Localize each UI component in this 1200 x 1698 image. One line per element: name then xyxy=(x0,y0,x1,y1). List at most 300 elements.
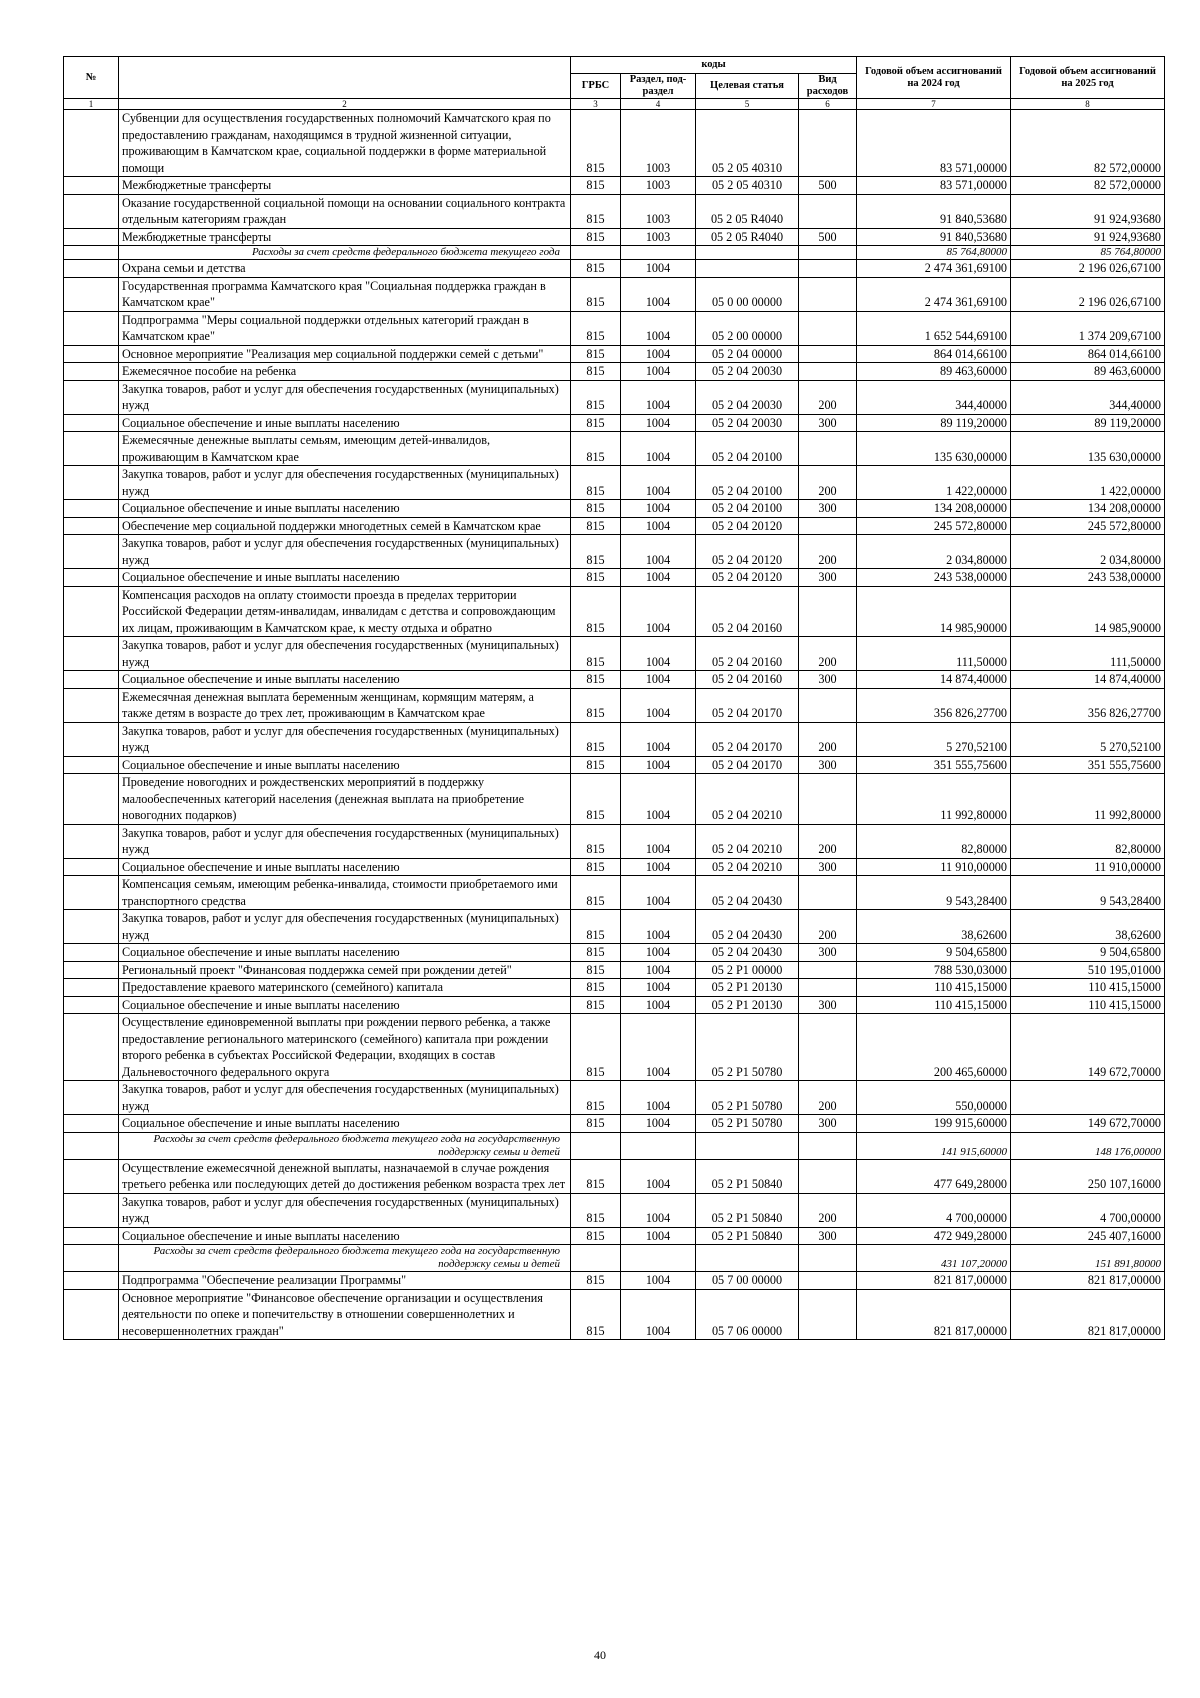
table-row xyxy=(64,1081,1165,1115)
row-number-cell xyxy=(64,535,119,569)
row-kind-cell xyxy=(799,1014,857,1081)
row-number-cell xyxy=(64,722,119,756)
row-amount-2024-cell: 472 949,28000 xyxy=(857,1227,1011,1245)
header-num: № xyxy=(64,57,119,99)
row-grbs-cell xyxy=(571,246,621,260)
table-row xyxy=(64,466,1165,500)
row-grbs-cell: 815 xyxy=(571,517,621,535)
row-section-cell: 1004 xyxy=(621,756,696,774)
row-grbs-cell: 815 xyxy=(571,876,621,910)
row-kind-cell xyxy=(799,1272,857,1290)
row-section-cell: 1004 xyxy=(621,1289,696,1340)
row-amount-2024-cell: 11 992,80000 xyxy=(857,774,1011,825)
row-number-cell xyxy=(64,1081,119,1115)
row-amount-2024-cell: 11 910,00000 xyxy=(857,858,1011,876)
row-target-cell: 05 2 P1 50840 xyxy=(696,1227,799,1245)
row-grbs-cell: 815 xyxy=(571,466,621,500)
row-grbs-cell: 815 xyxy=(571,1081,621,1115)
row-target-cell: 05 2 04 20430 xyxy=(696,876,799,910)
row-grbs-cell: 815 xyxy=(571,1272,621,1290)
row-name-cell: Основное мероприятие "Финансовое обеспечение организации и осуществления деятельности по опеке и попечительству в отношении совершеннолетних и несовершеннолетних граждан" xyxy=(119,1289,571,1340)
row-amount-2024-cell: 89 119,20000 xyxy=(857,414,1011,432)
row-target-cell: 05 2 04 20030 xyxy=(696,363,799,381)
row-kind-cell: 300 xyxy=(799,414,857,432)
row-kind-cell: 300 xyxy=(799,500,857,518)
row-number-cell xyxy=(64,363,119,381)
row-amount-2025-cell: 85 764,80000 xyxy=(1011,246,1165,260)
row-amount-2025-cell: 91 924,93680 xyxy=(1011,194,1165,228)
row-amount-2024-cell: 83 571,00000 xyxy=(857,177,1011,195)
row-number-cell xyxy=(64,774,119,825)
row-number-cell xyxy=(64,1245,119,1272)
row-kind-cell xyxy=(799,1289,857,1340)
table-row xyxy=(64,1193,1165,1227)
row-number-cell xyxy=(64,876,119,910)
table-row xyxy=(64,345,1165,363)
row-kind-cell: 200 xyxy=(799,824,857,858)
table-row xyxy=(64,910,1165,944)
row-number-cell xyxy=(64,177,119,195)
row-amount-2025-cell: 4 700,00000 xyxy=(1011,1193,1165,1227)
header-name xyxy=(119,57,571,99)
row-grbs-cell: 815 xyxy=(571,688,621,722)
row-grbs-cell xyxy=(571,1132,621,1159)
row-amount-2025-cell: 135 630,00000 xyxy=(1011,432,1165,466)
row-name-cell: Ежемесячные денежные выплаты семьям, имеющим детей-инвалидов, проживающим в Камчатском крае xyxy=(119,432,571,466)
row-number-cell xyxy=(64,979,119,997)
row-grbs-cell: 815 xyxy=(571,996,621,1014)
row-name-cell: Закупка товаров, работ и услуг для обеспечения государственных (муниципальных) нужд xyxy=(119,535,571,569)
row-section-cell: 1004 xyxy=(621,1115,696,1133)
row-kind-cell: 300 xyxy=(799,569,857,587)
row-number-cell xyxy=(64,246,119,260)
row-section-cell: 1004 xyxy=(621,363,696,381)
page-number: 40 xyxy=(594,1648,606,1662)
row-section-cell: 1003 xyxy=(621,228,696,246)
row-amount-2024-cell: 200 465,60000 xyxy=(857,1014,1011,1081)
row-grbs-cell: 815 xyxy=(571,637,621,671)
row-name-cell: Закупка товаров, работ и услуг для обеспечения государственных (муниципальных) нужд xyxy=(119,466,571,500)
row-kind-cell xyxy=(799,194,857,228)
row-target-cell: 05 2 P1 20130 xyxy=(696,996,799,1014)
row-name-cell: Субвенции для осуществления государственных полномочий Камчатского края по предоставлению гражданам, находящимся в трудной жизненной ситуации, проживающим в Камчатском крае, социальной поддержки в форме материальной помощи xyxy=(119,110,571,177)
row-amount-2024-cell: 477 649,28000 xyxy=(857,1159,1011,1193)
row-target-cell: 05 2 04 20160 xyxy=(696,586,799,637)
row-amount-2025-cell: 821 817,00000 xyxy=(1011,1272,1165,1290)
row-amount-2025-cell: 148 176,00000 xyxy=(1011,1132,1165,1159)
row-section-cell: 1004 xyxy=(621,466,696,500)
row-number-cell xyxy=(64,1132,119,1159)
row-grbs-cell: 815 xyxy=(571,722,621,756)
row-target-cell: 05 2 04 00000 xyxy=(696,345,799,363)
table-row xyxy=(64,569,1165,587)
row-kind-cell xyxy=(799,260,857,278)
row-amount-2025-cell: 9 543,28400 xyxy=(1011,876,1165,910)
col-number: 5 xyxy=(696,99,799,110)
row-amount-2024-cell: 85 764,80000 xyxy=(857,246,1011,260)
row-number-cell xyxy=(64,517,119,535)
row-grbs-cell: 815 xyxy=(571,569,621,587)
row-section-cell: 1004 xyxy=(621,277,696,311)
row-amount-2025-cell: 250 107,16000 xyxy=(1011,1159,1165,1193)
row-grbs-cell: 815 xyxy=(571,824,621,858)
row-section-cell: 1004 xyxy=(621,1014,696,1081)
row-name-cell: Закупка товаров, работ и услуг для обеспечения государственных (муниципальных) нужд xyxy=(119,637,571,671)
row-target-cell: 05 2 04 20210 xyxy=(696,858,799,876)
row-grbs-cell: 815 xyxy=(571,1227,621,1245)
row-amount-2024-cell: 9 543,28400 xyxy=(857,876,1011,910)
row-kind-cell xyxy=(799,311,857,345)
header-codes: коды xyxy=(571,57,857,74)
row-kind-cell xyxy=(799,517,857,535)
row-kind-cell: 200 xyxy=(799,637,857,671)
row-amount-2025-cell: 245 572,80000 xyxy=(1011,517,1165,535)
table-row xyxy=(64,1289,1165,1340)
row-name-cell: Охрана семьи и детства xyxy=(119,260,571,278)
row-kind-cell: 300 xyxy=(799,756,857,774)
row-number-cell xyxy=(64,858,119,876)
row-name-cell: Предоставление краевого материнского (семейного) капитала xyxy=(119,979,571,997)
row-amount-2024-cell: 2 474 361,69100 xyxy=(857,277,1011,311)
row-amount-2024-cell: 91 840,53680 xyxy=(857,194,1011,228)
row-amount-2025-cell: 82,80000 xyxy=(1011,824,1165,858)
row-section-cell: 1004 xyxy=(621,979,696,997)
row-amount-2025-cell: 351 555,75600 xyxy=(1011,756,1165,774)
row-section-cell: 1004 xyxy=(621,774,696,825)
row-target-cell: 05 0 00 00000 xyxy=(696,277,799,311)
row-kind-cell: 200 xyxy=(799,722,857,756)
table-row xyxy=(64,1115,1165,1133)
row-number-cell xyxy=(64,1289,119,1340)
row-target-cell: 05 2 04 20170 xyxy=(696,688,799,722)
header-vol-2024: Годовой объем ассигнований на 2024 год xyxy=(857,57,1011,99)
table-row xyxy=(64,824,1165,858)
row-amount-2024-cell: 141 915,60000 xyxy=(857,1132,1011,1159)
row-target-cell: 05 2 04 20170 xyxy=(696,756,799,774)
row-grbs-cell: 815 xyxy=(571,1014,621,1081)
row-kind-cell xyxy=(799,1245,857,1272)
row-target-cell: 05 2 04 20160 xyxy=(696,671,799,689)
row-target-cell: 05 2 05 R4040 xyxy=(696,228,799,246)
row-target-cell: 05 2 P1 50780 xyxy=(696,1014,799,1081)
row-name-cell: Социальное обеспечение и иные выплаты населению xyxy=(119,996,571,1014)
row-target-cell: 05 2 04 20100 xyxy=(696,500,799,518)
row-amount-2025-cell: 821 817,00000 xyxy=(1011,1289,1165,1340)
row-grbs-cell: 815 xyxy=(571,363,621,381)
row-kind-cell: 200 xyxy=(799,1081,857,1115)
row-kind-cell xyxy=(799,345,857,363)
row-name-cell: Осуществление единовременной выплаты при рождении первого ребенка, а также предоставление регионального материнского (семейного) капитала при рождении второго ребенка в субъектах Российской Федерации, входящих в состав Дальневосточного федерального округа xyxy=(119,1014,571,1081)
table-row xyxy=(64,517,1165,535)
table-row xyxy=(64,858,1165,876)
row-grbs-cell: 815 xyxy=(571,910,621,944)
row-target-cell: 05 2 P1 50780 xyxy=(696,1081,799,1115)
row-name-cell: Социальное обеспечение и иные выплаты населению xyxy=(119,1227,571,1245)
row-kind-cell xyxy=(799,110,857,177)
row-amount-2024-cell: 351 555,75600 xyxy=(857,756,1011,774)
row-number-cell xyxy=(64,345,119,363)
row-section-cell: 1004 xyxy=(621,1193,696,1227)
row-amount-2024-cell: 356 826,27700 xyxy=(857,688,1011,722)
row-kind-cell xyxy=(799,1159,857,1193)
row-kind-cell: 300 xyxy=(799,1227,857,1245)
row-kind-cell xyxy=(799,876,857,910)
row-grbs-cell: 815 xyxy=(571,1115,621,1133)
row-grbs-cell: 815 xyxy=(571,311,621,345)
row-grbs-cell: 815 xyxy=(571,228,621,246)
row-amount-2024-cell: 788 530,03000 xyxy=(857,961,1011,979)
row-target-cell: 05 2 P1 50840 xyxy=(696,1159,799,1193)
row-amount-2024-cell: 89 463,60000 xyxy=(857,363,1011,381)
table-row xyxy=(64,277,1165,311)
row-kind-cell xyxy=(799,979,857,997)
row-grbs-cell: 815 xyxy=(571,774,621,825)
row-grbs-cell: 815 xyxy=(571,535,621,569)
row-name-cell: Оказание государственной социальной помощи на основании социального контракта отдельным категориям граждан xyxy=(119,194,571,228)
row-section-cell xyxy=(621,1132,696,1159)
table-row xyxy=(64,1159,1165,1193)
row-grbs-cell: 815 xyxy=(571,586,621,637)
row-number-cell xyxy=(64,1227,119,1245)
table-row xyxy=(64,1272,1165,1290)
row-kind-cell: 200 xyxy=(799,910,857,944)
row-amount-2025-cell: 510 195,01000 xyxy=(1011,961,1165,979)
row-grbs-cell: 815 xyxy=(571,110,621,177)
row-section-cell: 1004 xyxy=(621,637,696,671)
row-kind-cell xyxy=(799,961,857,979)
row-amount-2024-cell: 135 630,00000 xyxy=(857,432,1011,466)
row-kind-cell: 500 xyxy=(799,177,857,195)
row-name-cell: Подпрограмма "Обеспечение реализации Программы" xyxy=(119,1272,571,1290)
table-row xyxy=(64,944,1165,962)
column-numbers-row xyxy=(64,99,1165,110)
row-target-cell: 05 2 04 20100 xyxy=(696,466,799,500)
row-name-cell: Закупка товаров, работ и услуг для обеспечения государственных (муниципальных) нужд xyxy=(119,910,571,944)
row-name-cell: Основное мероприятие "Реализация мер социальной поддержки семей с детьми" xyxy=(119,345,571,363)
row-name-cell: Социальное обеспечение и иные выплаты населению xyxy=(119,569,571,587)
table-row xyxy=(64,1014,1165,1081)
row-amount-2024-cell: 821 817,00000 xyxy=(857,1289,1011,1340)
row-section-cell: 1004 xyxy=(621,1227,696,1245)
row-name-cell: Межбюджетные трансферты xyxy=(119,228,571,246)
table-row xyxy=(64,688,1165,722)
row-target-cell: 05 2 P1 20130 xyxy=(696,979,799,997)
table-row xyxy=(64,177,1165,195)
federal-budget-note-row xyxy=(64,1245,1165,1272)
row-kind-cell: 300 xyxy=(799,858,857,876)
row-name-cell: Закупка товаров, работ и услуг для обеспечения государственных (муниципальных) нужд xyxy=(119,722,571,756)
row-target-cell xyxy=(696,260,799,278)
row-section-cell: 1004 xyxy=(621,824,696,858)
row-number-cell xyxy=(64,996,119,1014)
row-section-cell: 1004 xyxy=(621,671,696,689)
col-number: 7 xyxy=(857,99,1011,110)
row-amount-2025-cell: 1 422,00000 xyxy=(1011,466,1165,500)
federal-budget-note-row xyxy=(64,246,1165,260)
row-amount-2024-cell: 243 538,00000 xyxy=(857,569,1011,587)
row-name-cell: Ежемесячное пособие на ребенка xyxy=(119,363,571,381)
row-number-cell xyxy=(64,671,119,689)
budget-table xyxy=(63,56,1165,1340)
row-amount-2025-cell: 2 196 026,67100 xyxy=(1011,260,1165,278)
row-section-cell: 1004 xyxy=(621,311,696,345)
row-target-cell: 05 2 04 20120 xyxy=(696,569,799,587)
row-kind-cell: 200 xyxy=(799,1193,857,1227)
row-amount-2024-cell: 199 915,60000 xyxy=(857,1115,1011,1133)
row-amount-2024-cell: 344,40000 xyxy=(857,380,1011,414)
row-section-cell: 1004 xyxy=(621,414,696,432)
col-number: 4 xyxy=(621,99,696,110)
row-amount-2025-cell: 91 924,93680 xyxy=(1011,228,1165,246)
row-section-cell: 1004 xyxy=(621,858,696,876)
row-number-cell xyxy=(64,110,119,177)
row-section-cell: 1004 xyxy=(621,910,696,944)
row-amount-2024-cell: 9 504,65800 xyxy=(857,944,1011,962)
row-name-cell: Ежемесячная денежная выплата беременным женщинам, кормящим матерям, а также детям в возрасте до трех лет, проживающим в Камчатском крае xyxy=(119,688,571,722)
row-amount-2025-cell: 82 572,00000 xyxy=(1011,177,1165,195)
row-amount-2025-cell: 38,62600 xyxy=(1011,910,1165,944)
row-amount-2024-cell: 5 270,52100 xyxy=(857,722,1011,756)
row-section-cell: 1004 xyxy=(621,961,696,979)
row-grbs-cell: 815 xyxy=(571,756,621,774)
row-grbs-cell: 815 xyxy=(571,260,621,278)
table-row xyxy=(64,961,1165,979)
row-number-cell xyxy=(64,228,119,246)
header-vol-2025: Годовой объем ассигнований на 2025 год xyxy=(1011,57,1165,99)
row-section-cell: 1004 xyxy=(621,345,696,363)
row-name-cell: Межбюджетные трансферты xyxy=(119,177,571,195)
row-number-cell xyxy=(64,637,119,671)
row-target-cell: 05 2 00 00000 xyxy=(696,311,799,345)
table-row xyxy=(64,637,1165,671)
row-name-cell: Социальное обеспечение и иные выплаты населению xyxy=(119,756,571,774)
row-amount-2024-cell: 245 572,80000 xyxy=(857,517,1011,535)
col-number: 2 xyxy=(119,99,571,110)
row-section-cell: 1003 xyxy=(621,194,696,228)
row-amount-2024-cell: 110 415,15000 xyxy=(857,979,1011,997)
row-grbs-cell: 815 xyxy=(571,944,621,962)
row-name-cell: Расходы за счет средств федерального бюджета текущего года на государственную поддержку семьи и детей xyxy=(119,1132,571,1159)
row-amount-2024-cell: 38,62600 xyxy=(857,910,1011,944)
row-kind-cell: 200 xyxy=(799,380,857,414)
row-target-cell: 05 2 04 20430 xyxy=(696,944,799,962)
table-body xyxy=(64,110,1165,1340)
row-amount-2025-cell: 2 196 026,67100 xyxy=(1011,277,1165,311)
row-kind-cell xyxy=(799,774,857,825)
row-kind-cell xyxy=(799,688,857,722)
row-section-cell: 1004 xyxy=(621,380,696,414)
row-section-cell xyxy=(621,246,696,260)
row-section-cell: 1004 xyxy=(621,586,696,637)
row-section-cell: 1003 xyxy=(621,177,696,195)
row-section-cell: 1004 xyxy=(621,500,696,518)
row-name-cell: Закупка товаров, работ и услуг для обеспечения государственных (муниципальных) нужд xyxy=(119,1081,571,1115)
row-grbs-cell: 815 xyxy=(571,345,621,363)
row-target-cell: 05 2 04 20170 xyxy=(696,722,799,756)
row-target-cell: 05 2 04 20430 xyxy=(696,910,799,944)
table-row xyxy=(64,586,1165,637)
row-section-cell: 1004 xyxy=(621,1159,696,1193)
row-section-cell: 1004 xyxy=(621,722,696,756)
row-number-cell xyxy=(64,586,119,637)
row-amount-2024-cell: 431 107,20000 xyxy=(857,1245,1011,1272)
row-number-cell xyxy=(64,194,119,228)
row-number-cell xyxy=(64,277,119,311)
row-name-cell: Расходы за счет средств федерального бюджета текущего года xyxy=(119,246,571,260)
row-number-cell xyxy=(64,380,119,414)
row-amount-2025-cell: 2 034,80000 xyxy=(1011,535,1165,569)
row-section-cell: 1004 xyxy=(621,569,696,587)
row-amount-2025-cell: 9 504,65800 xyxy=(1011,944,1165,962)
table-row xyxy=(64,194,1165,228)
row-amount-2024-cell: 110 415,15000 xyxy=(857,996,1011,1014)
col-number: 8 xyxy=(1011,99,1165,110)
table-row xyxy=(64,876,1165,910)
row-section-cell: 1004 xyxy=(621,944,696,962)
row-number-cell xyxy=(64,432,119,466)
row-number-cell xyxy=(64,961,119,979)
row-amount-2024-cell: 91 840,53680 xyxy=(857,228,1011,246)
row-amount-2024-cell: 2 034,80000 xyxy=(857,535,1011,569)
row-number-cell xyxy=(64,260,119,278)
row-kind-cell xyxy=(799,586,857,637)
row-grbs-cell: 815 xyxy=(571,671,621,689)
row-grbs-cell xyxy=(571,1245,621,1272)
row-section-cell: 1004 xyxy=(621,1272,696,1290)
row-grbs-cell: 815 xyxy=(571,194,621,228)
row-number-cell xyxy=(64,414,119,432)
row-name-cell: Обеспечение мер социальной поддержки многодетных семей в Камчатском крае xyxy=(119,517,571,535)
row-amount-2024-cell: 1 422,00000 xyxy=(857,466,1011,500)
row-section-cell: 1004 xyxy=(621,517,696,535)
row-amount-2025-cell: 14 985,90000 xyxy=(1011,586,1165,637)
row-grbs-cell: 815 xyxy=(571,380,621,414)
row-number-cell xyxy=(64,466,119,500)
row-amount-2025-cell: 82 572,00000 xyxy=(1011,110,1165,177)
row-amount-2025-cell: 110 415,15000 xyxy=(1011,996,1165,1014)
table-row xyxy=(64,110,1165,177)
row-amount-2025-cell: 11 992,80000 xyxy=(1011,774,1165,825)
row-grbs-cell: 815 xyxy=(571,277,621,311)
header-section: Раздел, под-раздел xyxy=(621,74,696,99)
row-grbs-cell: 815 xyxy=(571,1289,621,1340)
row-name-cell: Осуществление ежемесячной денежной выплаты, назначаемой в случае рождения третьего ребенка или последующих детей до достижения ребенком возраста трех лет xyxy=(119,1159,571,1193)
row-grbs-cell: 815 xyxy=(571,414,621,432)
row-name-cell: Региональный проект "Финансовая поддержка семей при рождении детей" xyxy=(119,961,571,979)
row-kind-cell: 300 xyxy=(799,996,857,1014)
row-target-cell: 05 2 04 20100 xyxy=(696,432,799,466)
row-grbs-cell: 815 xyxy=(571,961,621,979)
table-row xyxy=(64,756,1165,774)
row-kind-cell xyxy=(799,1132,857,1159)
row-target-cell: 05 2 04 20160 xyxy=(696,637,799,671)
row-amount-2025-cell: 344,40000 xyxy=(1011,380,1165,414)
row-amount-2024-cell: 14 874,40000 xyxy=(857,671,1011,689)
row-target-cell: 05 2 05 40310 xyxy=(696,177,799,195)
row-name-cell: Закупка товаров, работ и услуг для обеспечения государственных (муниципальных) нужд xyxy=(119,380,571,414)
row-grbs-cell: 815 xyxy=(571,1159,621,1193)
table-row xyxy=(64,671,1165,689)
row-amount-2025-cell: 151 891,80000 xyxy=(1011,1245,1165,1272)
row-target-cell: 05 2 04 20120 xyxy=(696,517,799,535)
row-amount-2024-cell: 83 571,00000 xyxy=(857,110,1011,177)
row-number-cell xyxy=(64,756,119,774)
row-number-cell xyxy=(64,910,119,944)
row-amount-2024-cell: 14 985,90000 xyxy=(857,586,1011,637)
row-target-cell: 05 2 04 20210 xyxy=(696,824,799,858)
row-name-cell: Проведение новогодних и рождественских мероприятий в поддержку малообеспеченных категорий населения (денежная выплата на приобретение новогодних подарков) xyxy=(119,774,571,825)
row-name-cell: Подпрограмма "Меры социальной поддержки отдельных категорий граждан в Камчатском крае" xyxy=(119,311,571,345)
